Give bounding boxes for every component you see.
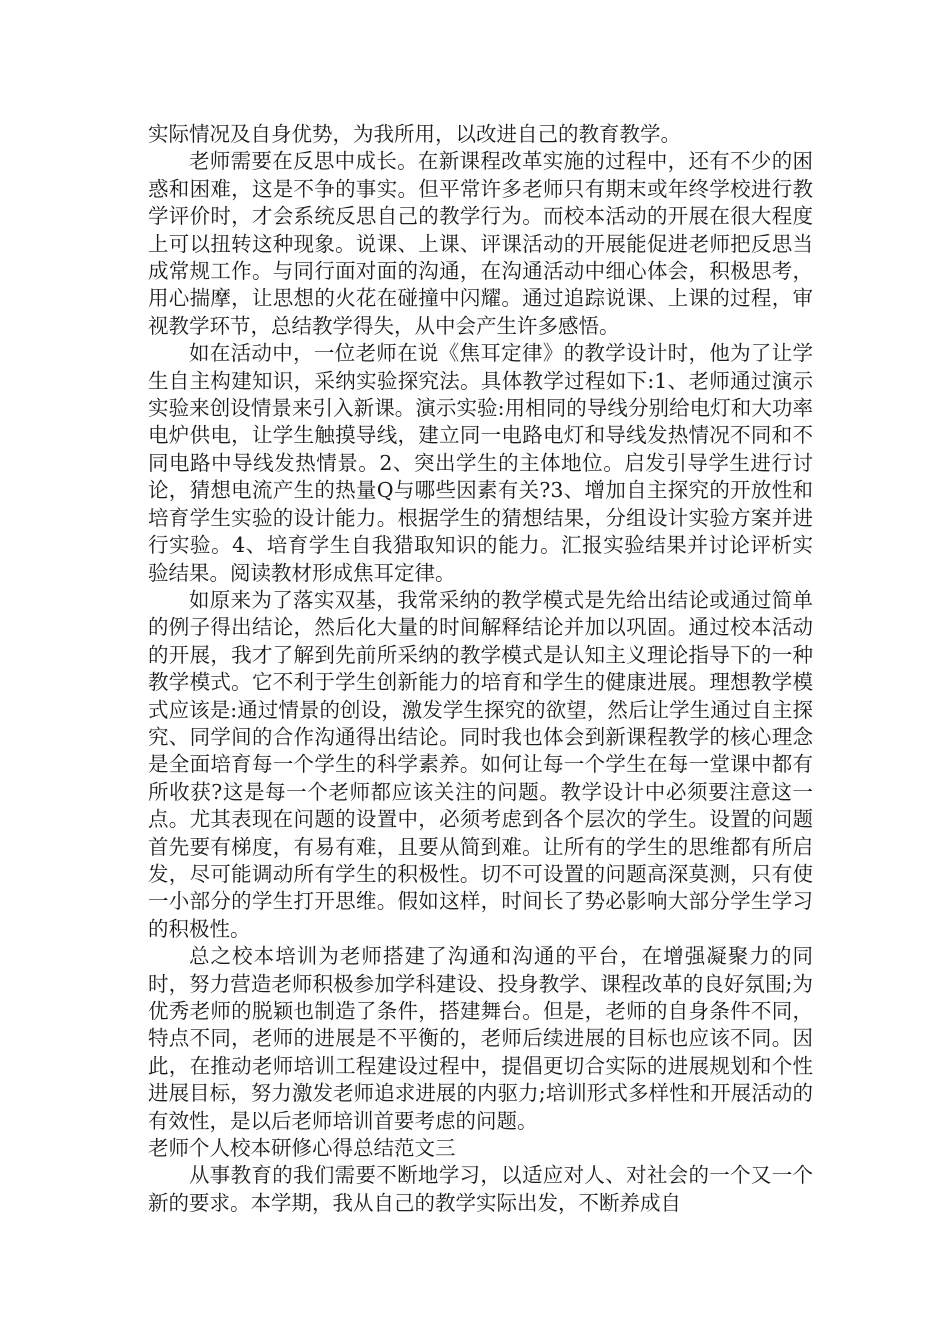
- paragraph-continuation: 实际情况及自身优势，为我所用，以改进自己的教育教学。: [148, 122, 681, 146]
- section-heading: 老师个人校本研修心得总结范文三: [148, 1136, 456, 1161]
- paragraph-teaching-model: 如原来为了落实双基，我常采纳的教学模式是先给出结论或通过简单的例子得出结论，然后化大量的时间解释结论并加以巩固。通过校本活动的开展，我才了解到先前所采纳的教学模式是认知主义理论指导下的一种教学模式。它不利于学生创新能力的培育和学生的健康进展。理想教学模式应该是:通过情景的创设，激发学生探究的欲望，然后让学生通过自主探究、同学间的合作沟通得出结论。同时我也体会到新课程教学的核心理念是全面培育每一个学生的科学素养。如何让每一个学生在每一堂课中都有所收获?这是每一个老师都应该关注的问题。教学设计中必须要注意这一点。尤其表现在问题的设置中，必须考虑到各个层次的学生。设置的问题首先要有梯度，有易有难，且要从简到难。让所有的学生的思维都有所启发，尽可能调动所有学生的积极性。切不可设置的问题高深莫测，只有使一小部分的学生打开思维。假如这样，时间长了势必影响大部分学生学习的积极性。: [148, 587, 813, 941]
- paragraph-section-three-intro: 从事教育的我们需要不断地学习，以适应对人、对社会的一个又一个新的要求。本学期，我从自己的教学实际出发，不断养成自: [148, 1163, 813, 1215]
- paragraph-joule-law-example: 如在活动中，一位老师在说《焦耳定律》的教学设计时，他为了让学生自主构建知识，采纳实验探究法。具体教学过程如下:1、老师通过演示实验来创设情景来引入新课。演示实验:用相同的导线分别给电灯和大功率电炉供电，让学生触摸导线，建立同一电路电灯和导线发热情况不同和不同电路中导线发热情景。2、突出学生的主体地位。启发引导学生进行讨论，猜想电流产生的热量Q与哪些因素有关?3、增加自主探究的开放性和培育学生实验的设计能力。根据学生的猜想结果，分组设计实验方案并进行实验。4、培育学生自我猎取知识的能力。汇报实验结果并讨论评析实验结果。阅读教材形成焦耳定律。: [148, 341, 813, 585]
- document-body: [148, 121, 813, 1217]
- paragraph-reflection-growth: 老师需要在反思中成长。在新课程改革实施的过程中，还有不少的困惑和困难，这是不争的事实。但平常许多老师只有期末或年终学校进行教学评价时，才会系统反思自己的教学行为。而校本活动的开展在很大程度上可以扭转这种现象。说课、上课、评课活动的开展能促进老师把反思当成常规工作。与同行面对面的沟通，在沟通活动中细心体会，积极思考，用心揣摩，让思想的火花在碰撞中闪耀。通过追踪说课、上课的过程，审视教学环节，总结教学得失，从中会产生许多感悟。: [148, 149, 813, 338]
- paragraph-conclusion: 总之校本培训为老师搭建了沟通和沟通的平台，在增强凝聚力的同时，努力营造老师积极参加学科建设、投身教学、课程改革的良好氛围;为优秀老师的脱颖也制造了条件，搭建舞台。但是，老师的自身条件不同，特点不同，老师的进展是不平衡的，老师后续进展的目标也应该不同。因此，在推动老师培训工程建设过程中，提倡更切合实际的进展规划和个性进展目标，努力激发老师追求进展的内驱力;培训形式多样性和开展活动的有效性，是以后老师培训首要考虑的问题。: [148, 944, 813, 1133]
